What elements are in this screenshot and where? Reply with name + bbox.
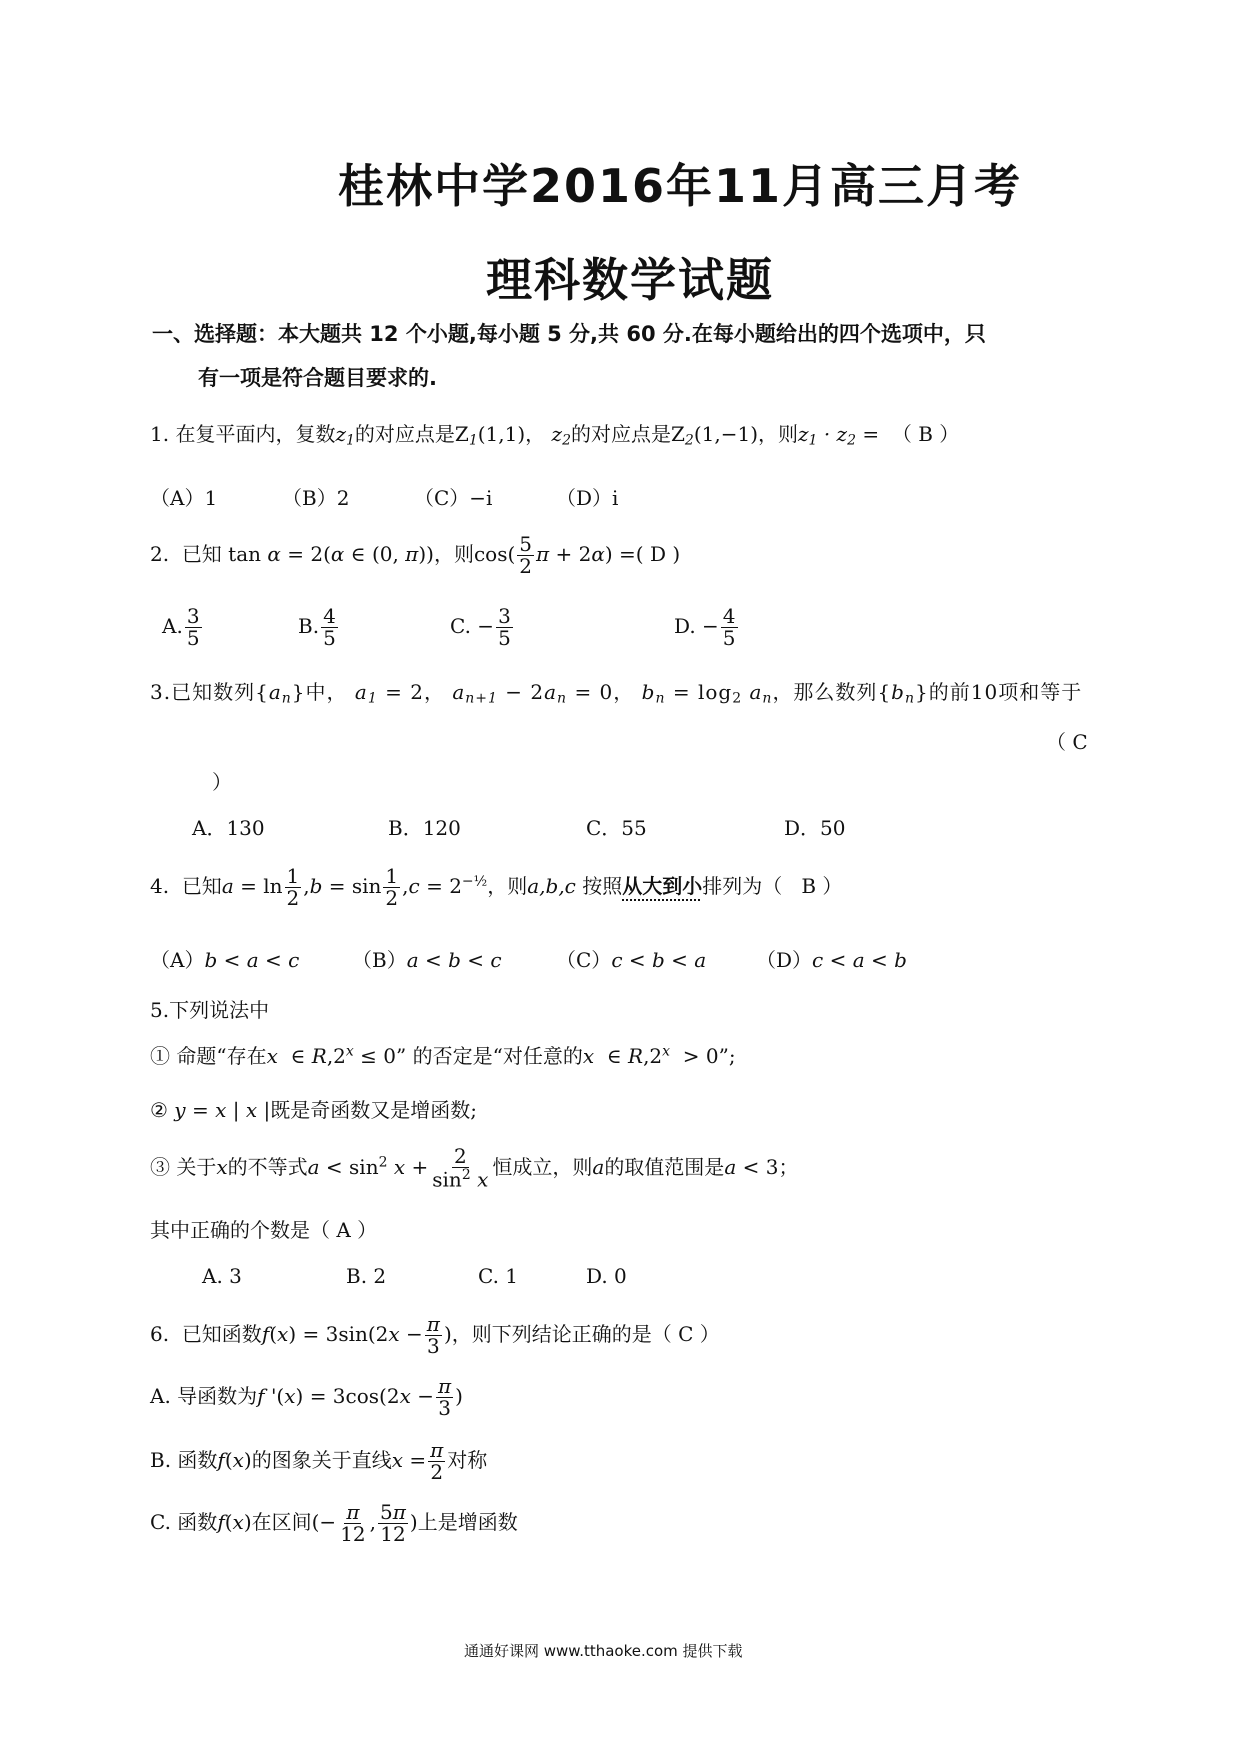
option-b: B. 函数f(x)的图象关于直线x = $\frac{\pi}{2}$ 对称	[150, 1438, 488, 1484]
question-6: 6. 已知函数f(x) = 3sin(2x − $\frac{\pi}{3}$ )，则下列结论正确的是（ C ）	[150, 1312, 720, 1358]
option-b: （B）a < b < c	[352, 948, 502, 972]
section-header-cont: 有一项是符合题目要求的.	[198, 366, 437, 390]
option-a: （A）1	[150, 486, 218, 510]
option-d: （D）c < a < b	[756, 948, 907, 972]
option-a: A. 导函数为f '(x) = 3cos(2x − $\frac{\pi}{3}$ )	[150, 1374, 463, 1420]
option-c: （C）−i	[414, 486, 493, 510]
count-question: 其中正确的个数是（ A ）	[150, 1218, 378, 1242]
answer: （ B ）	[891, 422, 960, 446]
statement-1: ① 命题“存在x ∈ $R,2^x \le 0$” 的否定是“对任意的x ∈ R,2$^x$ > 0”;	[150, 1043, 736, 1068]
option-a: A. 3	[202, 1264, 242, 1288]
option-d: D. − $\frac{4}{5}$	[674, 604, 736, 650]
footer-text: 通通好课网 www.tthaoke.com 提供下载	[464, 1642, 743, 1660]
option-c: C. − $\frac{3}{5}$	[450, 604, 511, 650]
option-d: D. 0	[586, 1264, 627, 1288]
option-c: C. 函数f(x)在区间(− $\frac{\pi}{12}$ , $\frac{5\pi}{12}$ )上是增函数	[150, 1500, 518, 1546]
question-5: 5.下列说法中	[150, 998, 270, 1022]
option-c: C．55	[586, 816, 647, 840]
question-number: 1.	[150, 422, 170, 446]
statement-3: ③ 关于x的不等式$a < \sin^2 x$ + $\frac{2}{\sin^2 x}$ 恒成立，则a的取值范围是a < 3；	[150, 1144, 799, 1192]
answer: （ C	[1046, 730, 1088, 754]
option-b: B．120	[388, 816, 461, 840]
answer-close: ）	[212, 770, 232, 794]
question-1: 1. 在复平面内，复数$z_1$的对应点是$Z_1(1,1)$， $z_2$的对应点是$Z_2(1,-1)$，则$z_1 \cdot z_2$ = （ B ）	[150, 422, 960, 449]
option-a: A．130	[192, 816, 265, 840]
question-3: 3.已知数列$\{a_n\}$中， $a_1 = 2$， $a_{n+1} - 2a_n = 0$， $b_n = \log_2 a_n$，那么数列$\{b_n\}$的前10项和等于	[150, 680, 1083, 707]
option-b: （B）2	[282, 486, 350, 510]
page-title: 桂林中学2016年11月高三月考	[338, 159, 1023, 213]
option-c: C. 1	[478, 1264, 519, 1288]
option-d: D．50	[784, 816, 846, 840]
page-subtitle: 理科数学试题	[486, 253, 774, 307]
answer: B ）	[801, 874, 843, 898]
option-b: B. 2	[346, 1264, 387, 1288]
question-2: 2. 已知 tan α = 2(α ∈ (0, π))，则cos( $\frac{5}{2}$ π + 2α) =( D )	[150, 532, 681, 578]
section-header: 一、选择题：本大题共 12 个小题,每小题 5 分,共 60 分.在每小题给出的四个选项中，只	[152, 322, 986, 346]
option-b: B. $\frac{4}{5}$	[298, 604, 336, 650]
option-c: （C）c < b < a	[556, 948, 707, 972]
question-4: 4. 已知a = ln $\frac{1}{2}$ ,b = sin $\frac{1}{2}$ $,c = 2^{-\frac{1}{2}}$，则a,b,c 按照从大到小排列为（ B ）	[150, 864, 843, 910]
answer: ( D )	[635, 542, 681, 566]
statement-2: ② y = x | x |既是奇函数又是增函数;	[150, 1098, 477, 1122]
option-d: （D）i	[556, 486, 619, 510]
option-a: A. $\frac{3}{5}$	[162, 604, 200, 650]
option-a: （A）b < a < c	[150, 948, 300, 972]
